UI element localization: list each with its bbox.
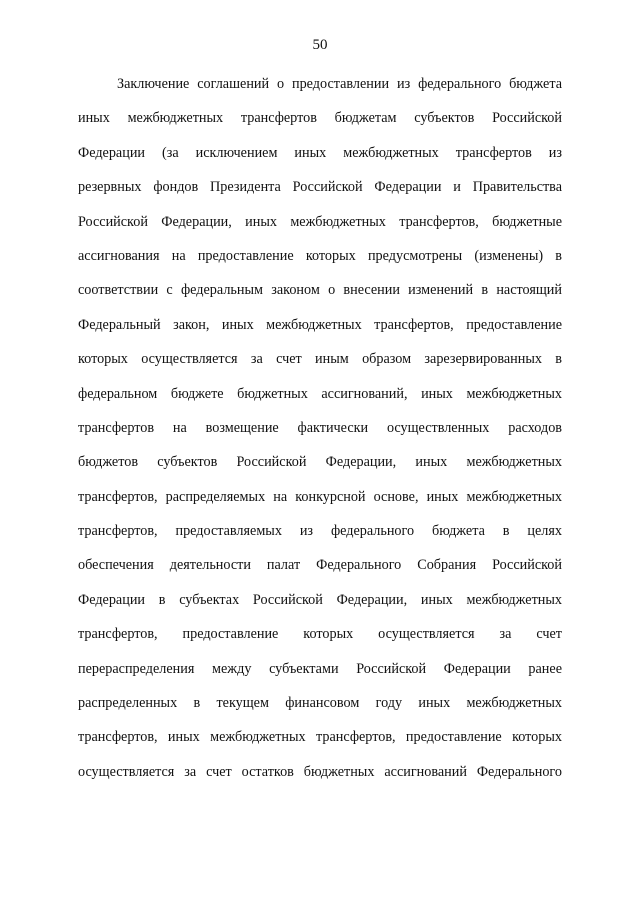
paragraph-line: распределенных в текущем финансовом году иных межбюджетных <box>78 695 562 712</box>
paragraph-line: трансфертов, предоставление которых осуществляется за счет <box>78 626 562 643</box>
paragraph-line: трансфертов на возмещение фактически осуществленных расходов <box>78 419 562 436</box>
paragraph-line: которых осуществляется за счет иным образом зарезервированных в <box>78 351 562 368</box>
paragraph-line: Заключение соглашений о предоставлении из федерального бюджета <box>117 76 562 92</box>
paragraph-line: резервных фондов Президента Российской Федерации и Правительства <box>78 179 562 196</box>
paragraph-line: трансфертов, предоставляемых из федерального бюджета в целях <box>78 523 562 540</box>
paragraph-line: иных межбюджетных трансфертов бюджетам субъектов Российской <box>78 110 562 127</box>
page-number: 50 <box>312 37 328 53</box>
paragraph-line: федеральном бюджете бюджетных ассигнований, иных межбюджетных <box>78 385 562 402</box>
paragraph-line: соответствии с федеральным законом о внесении изменений в настоящий <box>78 282 562 299</box>
paragraph-line: бюджетов субъектов Российской Федерации, иных межбюджетных <box>78 454 562 471</box>
paragraph-line: Федеральный закон, иных межбюджетных трансфертов, предоставление <box>78 316 562 333</box>
paragraph-line: Российской Федерации, иных межбюджетных трансфертов, бюджетные <box>78 213 562 230</box>
paragraph-line: трансфертов, иных межбюджетных трансфертов, предоставление которых <box>78 729 562 746</box>
paragraph-line: трансфертов, распределяемых на конкурсной основе, иных межбюджетных <box>78 488 562 505</box>
paragraph-line: Федерации в субъектах Российской Федерации, иных межбюджетных <box>78 591 562 608</box>
paragraph-line: обеспечения деятельности палат Федерального Собрания Российской <box>78 557 562 574</box>
body-paragraph <box>78 67 562 789</box>
paragraph-line: Федерации (за исключением иных межбюджетных трансфертов из <box>78 144 562 161</box>
paragraph-line: перераспределения между субъектами Российской Федерации ранее <box>78 660 562 677</box>
paragraph-line: осуществляется за счет остатков бюджетных ассигнований Федерального <box>78 763 562 780</box>
paragraph-line: ассигнования на предоставление которых предусмотрены (изменены) в <box>78 247 562 264</box>
